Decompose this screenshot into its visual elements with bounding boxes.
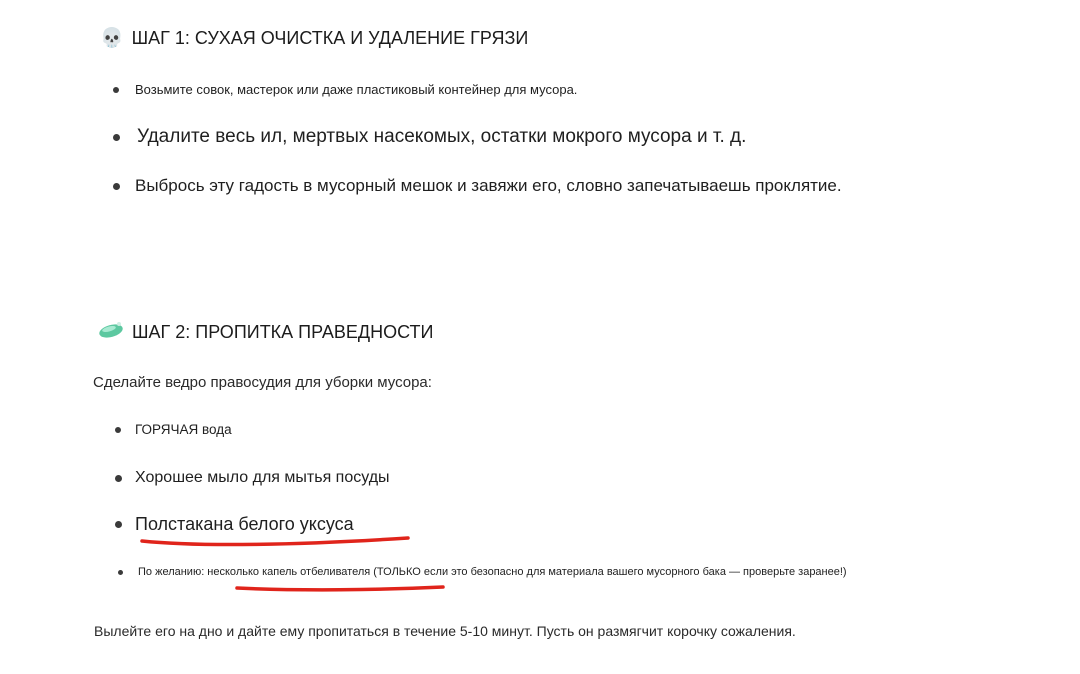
step1-title: ШАГ 1: СУХАЯ ОЧИСТКА И УДАЛЕНИЕ ГРЯЗИ [131,28,529,48]
bullet [115,475,122,482]
bullet [113,183,120,190]
list-item-text: Выбрось эту гадость в мусорный мешок и завяжи его, словно запечатываешь проклятие. [135,176,842,195]
list-item-text: ГОРЯЧАЯ вода [135,422,232,437]
bullet [113,87,119,93]
step1-heading [100,28,528,49]
bullet [115,427,121,433]
list-item [115,422,232,437]
list-item-text: Полстакана белого уксуса [135,514,354,534]
list-item [113,126,746,148]
red-underline-bleach [237,587,443,590]
red-underline-vinegar [142,538,408,545]
list-item-text: Удалите весь ил, мертвых насекомых, остатки мокрого мусора и т. д. [137,126,747,147]
list-item [118,566,847,578]
list-item [115,469,390,487]
bullet [118,570,123,575]
step2-title: ШАГ 2: ПРОПИТКА ПРАВЕДНОСТИ [132,321,434,342]
step2-intro: Сделайте ведро правосудия для уборки мусора: [93,374,432,391]
list-item-text: Хорошее мыло для мытья посуды [135,469,390,486]
list-item-text: Возьмите совок, мастерок или даже пластиковый контейнер для мусора. [135,82,578,97]
list-item [115,514,354,535]
list-item [113,176,842,196]
soap-icon [98,320,124,344]
bullet [115,521,122,528]
list-item-text: По желанию: несколько капель отбеливателя (ТОЛЬКО если это безопасно для материала вашего мусорного бака — проверьте заранее!) [138,566,847,578]
step2-outro: Вылейте его на дно и дайте ему пропитаться в течение 5-10 минут. Пусть он размягчит корочку сожаления. [94,623,796,639]
list-item [113,82,577,97]
step2-heading [98,320,433,344]
skull-icon: 💀 [100,28,124,49]
bullet [113,134,120,141]
